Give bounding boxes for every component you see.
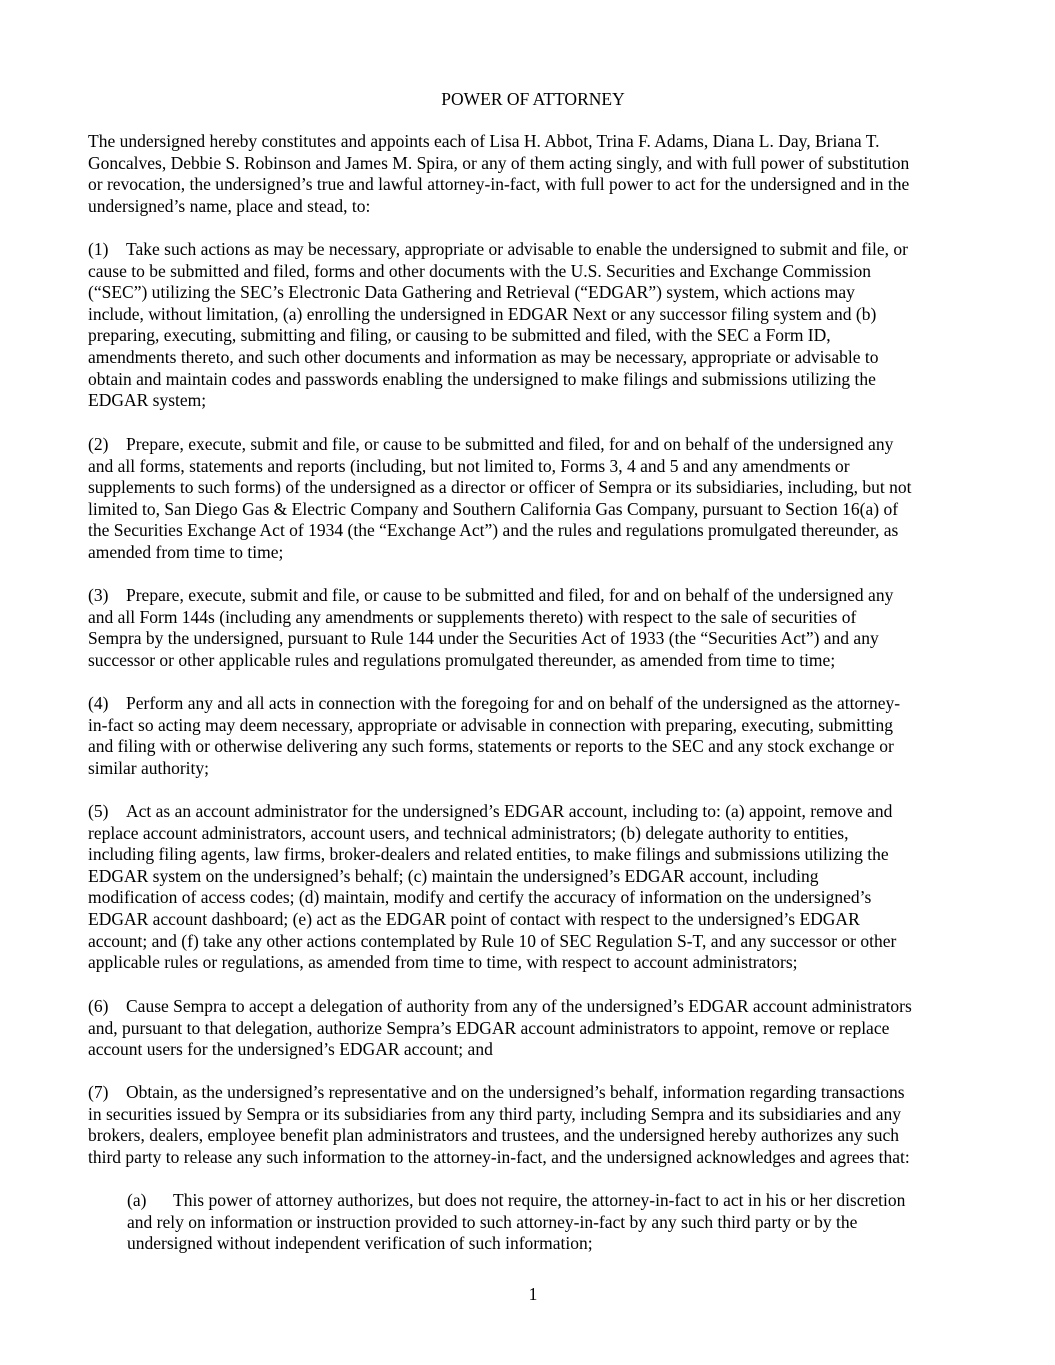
clause-4 [88, 693, 993, 779]
clause-2 [88, 434, 993, 564]
clause-line: Prepare, execute, submit and file, or cause to be submitted and filed, for and on behalf of the undersigned any [126, 585, 894, 605]
clause-line: amended from time to time; [88, 541, 284, 562]
clause-line: including filing agents, law firms, broker-dealers and related entities, to make filings and submissions utilizing the [88, 844, 889, 865]
clause-line: include, without limitation, (a) enrolling the undersigned in EDGAR Next or any successor filing system and (b) [88, 303, 877, 324]
intro-paragraph [88, 131, 993, 217]
clause-line: similar authority; [88, 757, 210, 778]
intro-line: or revocation, the undersigned’s true and lawful attorney-in-fact, with full power to act for the undersigned and in the [88, 174, 910, 195]
clause-line: preparing, executing, submitting and filing, or causing to be submitted and filed, with the SEC a Form ID, [88, 325, 831, 346]
clause-line: modification of access codes; (d) maintain, modify and certify the accuracy of information on the undersigned’s [88, 887, 872, 908]
clause-line: account users for the undersigned’s EDGAR account; and [88, 1039, 493, 1060]
clause-6 [88, 996, 993, 1061]
clause-line: supplements to such forms) of the undersigned as a director or officer of Sempra or its subsidiaries, including, but not [88, 477, 912, 498]
clause-line: the Securities Exchange Act of 1934 (the “Exchange Act”) and the rules and regulations promulgated thereunder, as [88, 520, 899, 541]
clause-line: Take such actions as may be necessary, appropriate or advisable to enable the undersigned to submit and file, or [126, 239, 908, 259]
clause-number: (4) [88, 693, 109, 713]
clause-line: Act as an account administrator for the undersigned’s EDGAR account, including to: (a) appoint, remove and [126, 801, 893, 821]
clause-number: (5) [88, 801, 109, 821]
subclause-line: and rely on information or instruction provided to such attorney-in-fact by any such third party or by the [127, 1211, 858, 1232]
subclause-line: undersigned without independent verification of such information; [127, 1233, 593, 1254]
clause-line: Cause Sempra to accept a delegation of authority from any of the undersigned’s EDGAR account administrators [126, 996, 912, 1016]
clause-line: and filing with or otherwise delivering any such forms, statements or reports to the SEC and any stock exchange or [88, 736, 894, 757]
clause-line: EDGAR account dashboard; (e) act as the EDGAR point of contact with respect to the undersigned’s EDGAR [88, 908, 860, 929]
clause-line: applicable rules or regulations, as amended from time to time, with respect to account administrators; [88, 952, 798, 973]
page-number: 1 [528, 1284, 538, 1304]
intro-line: The undersigned hereby constitutes and appoints each of Lisa H. Abbot, Trina F. Adams, Diana L. Day, Briana T. [88, 131, 880, 151]
clause-line: brokers, dealers, employee benefit plan administrators and trustees, and the undersigned hereby authorizes any such [88, 1125, 900, 1146]
clause-line: replace account administrators, account users, and technical administrators; (b) delegate authority to entities, [88, 822, 849, 843]
clause-line: successor or other applicable rules and regulations promulgated thereunder, as amended from time to time; [88, 649, 836, 670]
clause-number: (6) [88, 996, 109, 1016]
clause-line: Sempra by the undersigned, pursuant to Rule 144 under the Securities Act of 1933 (the “Securities Act”) and any [88, 628, 879, 649]
clause-line: third party to release any such information to the attorney-in-fact, and the undersigned acknowledges and agrees that: [88, 1146, 910, 1167]
clause-line: account; and (f) take any other actions contemplated by Rule 10 of SEC Regulation S-T, and any successor or other [88, 930, 897, 951]
clause-line: in-fact so acting may deem necessary, appropriate or advisable in connection with preparing, executing, submitting [88, 714, 894, 735]
clause-line: Obtain, as the undersigned’s representative and on the undersigned’s behalf, information regarding transactions [126, 1082, 905, 1102]
clause-number: (1) [88, 239, 109, 259]
clause-line: EDGAR system; [88, 390, 207, 411]
subclause-a [127, 1190, 993, 1255]
subclause-line: This power of attorney authorizes, but does not require, the attorney-in-fact to act in his or her discretion [173, 1190, 906, 1210]
document-title: POWER OF ATTORNEY [441, 89, 625, 109]
clause-line: EDGAR system on the undersigned’s behalf; (c) maintain the undersigned’s EDGAR account, including [88, 865, 819, 886]
intro-line: Goncalves, Debbie S. Robinson and James M. Spira, or any of them acting singly, and with full power of substitution [88, 152, 910, 173]
clause-line: in securities issued by Sempra or its subsidiaries from any third party, including Sempra and its subsidiaries and any [88, 1103, 901, 1124]
clause-line: limited to, San Diego Gas & Electric Company and Southern California Gas Company, pursuant to Section 16(a) of [88, 498, 899, 519]
subclause-number: (a) [127, 1190, 147, 1210]
clause-line: obtain and maintain codes and passwords enabling the undersigned to make filings and submissions utilizing the [88, 368, 876, 389]
clause-line: and all Form 144s (including any amendments or supplements thereto) with respect to the sale of securities of [88, 606, 857, 627]
clause-line: Prepare, execute, submit and file, or cause to be submitted and filed, for and on behalf of the undersigned any [126, 434, 894, 454]
clause-line: amendments thereto, and such other documents and information as may be necessary, appropriate or advisable to [88, 346, 879, 367]
clause-number: (3) [88, 585, 109, 605]
clause-line: and, pursuant to that delegation, authorize Sempra’s EDGAR account administrators to appoint, remove or replace [88, 1017, 890, 1038]
intro-line: undersigned’s name, place and stead, to: [88, 195, 371, 216]
clause-number: (2) [88, 434, 109, 454]
clause-3 [88, 585, 993, 671]
clause-number: (7) [88, 1082, 109, 1102]
clause-line: cause to be submitted and filed, forms and other documents with the U.S. Securities and Exchange Commission [88, 260, 871, 281]
clause-5 [88, 801, 993, 974]
clause-1 [88, 239, 993, 412]
clause-7 [88, 1082, 993, 1168]
clause-line: (“SEC”) utilizing the SEC’s Electronic Data Gathering and Retrieval (“EDGAR”) system, which actions may [88, 282, 855, 303]
clause-line: Perform any and all acts in connection with the foregoing for and on behalf of the undersigned as the attorney- [126, 693, 901, 713]
clause-line: and all forms, statements and reports (including, but not limited to, Forms 3, 4 and 5 and any amendments or [88, 455, 850, 476]
